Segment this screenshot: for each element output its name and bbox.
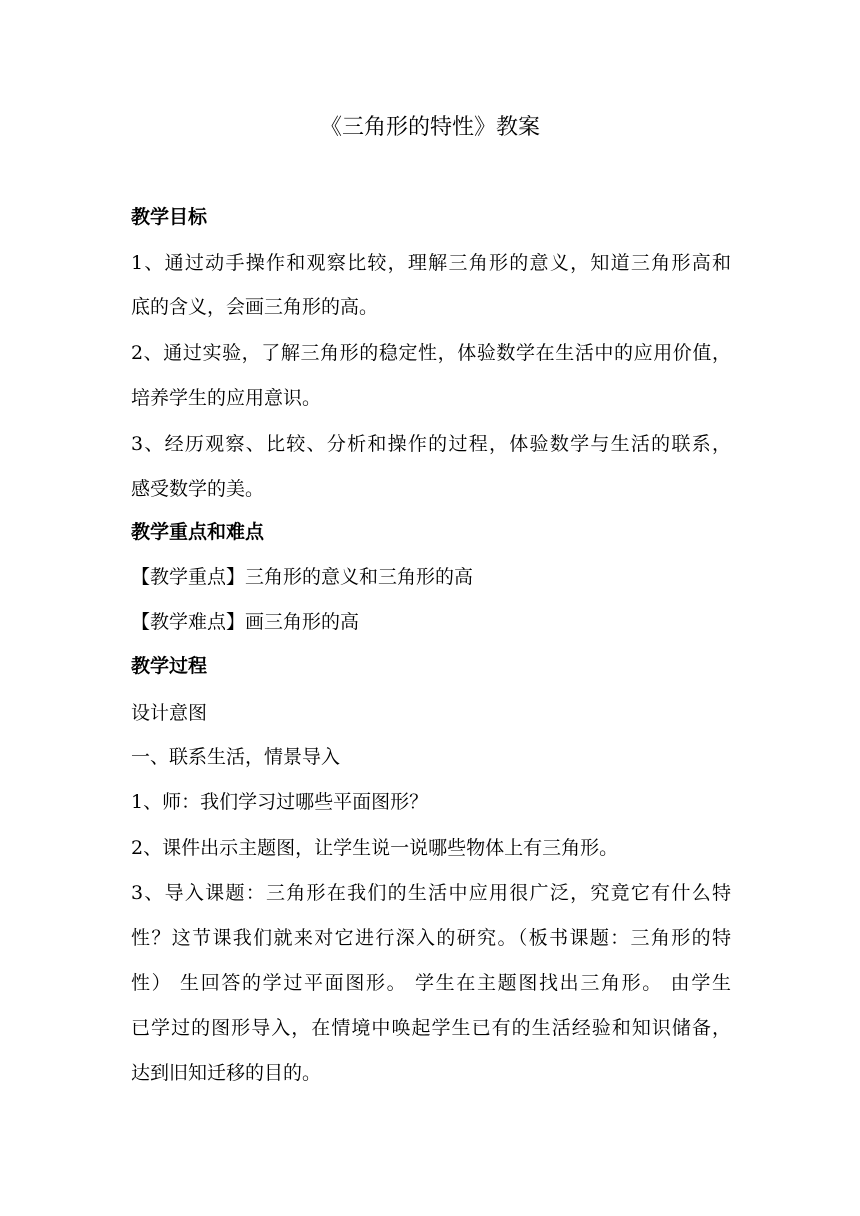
step-1-text: 1、师：我们学习过哪些平面图形？	[131, 791, 429, 813]
goal-2-line-2: 培养学生的应用意识。	[131, 387, 322, 409]
keypoint-text: 【教学重点】三角形的意义和三角形的高	[131, 566, 474, 588]
keypoints-heading: 教学重点和难点	[131, 521, 265, 543]
goals-heading: 教学目标	[131, 206, 208, 228]
step-3-line-1: 3、导入课题：三角形在我们的生活中应用很广泛，究竟它有什么特	[131, 882, 731, 904]
part-1-title: 一、联系生活，情景导入	[131, 746, 341, 768]
difficulty-text: 【教学难点】画三角形的高	[131, 611, 360, 633]
design-intent-label: 设计意图	[131, 702, 208, 724]
goal-1-line-1: 1、通过动手操作和观察比较，理解三角形的意义，知道三角形高和	[131, 252, 731, 274]
goal-3-line-1: 3、经历观察、比较、分析和操作的过程，体验数学与生活的联系，	[131, 433, 731, 455]
step-3-line-2: 性？这节课我们就来对它进行深入的研究。（板书课题：三角形的特	[131, 927, 731, 949]
step-3-line-3: 性） 生回答的学过平面图形。 学生在主题图找出三角形。 由学生	[131, 972, 731, 994]
goal-2-line-1: 2、通过实验，了解三角形的稳定性，体验数学在生活中的应用价值，	[131, 342, 731, 364]
goal-3-line-2: 感受数学的美。	[131, 478, 265, 500]
goal-1-line-2: 底的含义，会画三角形的高。	[131, 296, 379, 318]
step-2-text: 2、课件出示主题图，让学生说一说哪些物体上有三角形。	[131, 837, 619, 859]
step-3-line-5: 达到旧知迁移的目的。	[131, 1062, 322, 1084]
document-title: 《三角形的特性》教案	[319, 115, 540, 140]
process-heading: 教学过程	[131, 655, 208, 677]
step-3-line-4: 已学过的图形导入，在情境中唤起学生已有的生活经验和知识储备，	[131, 1017, 731, 1039]
